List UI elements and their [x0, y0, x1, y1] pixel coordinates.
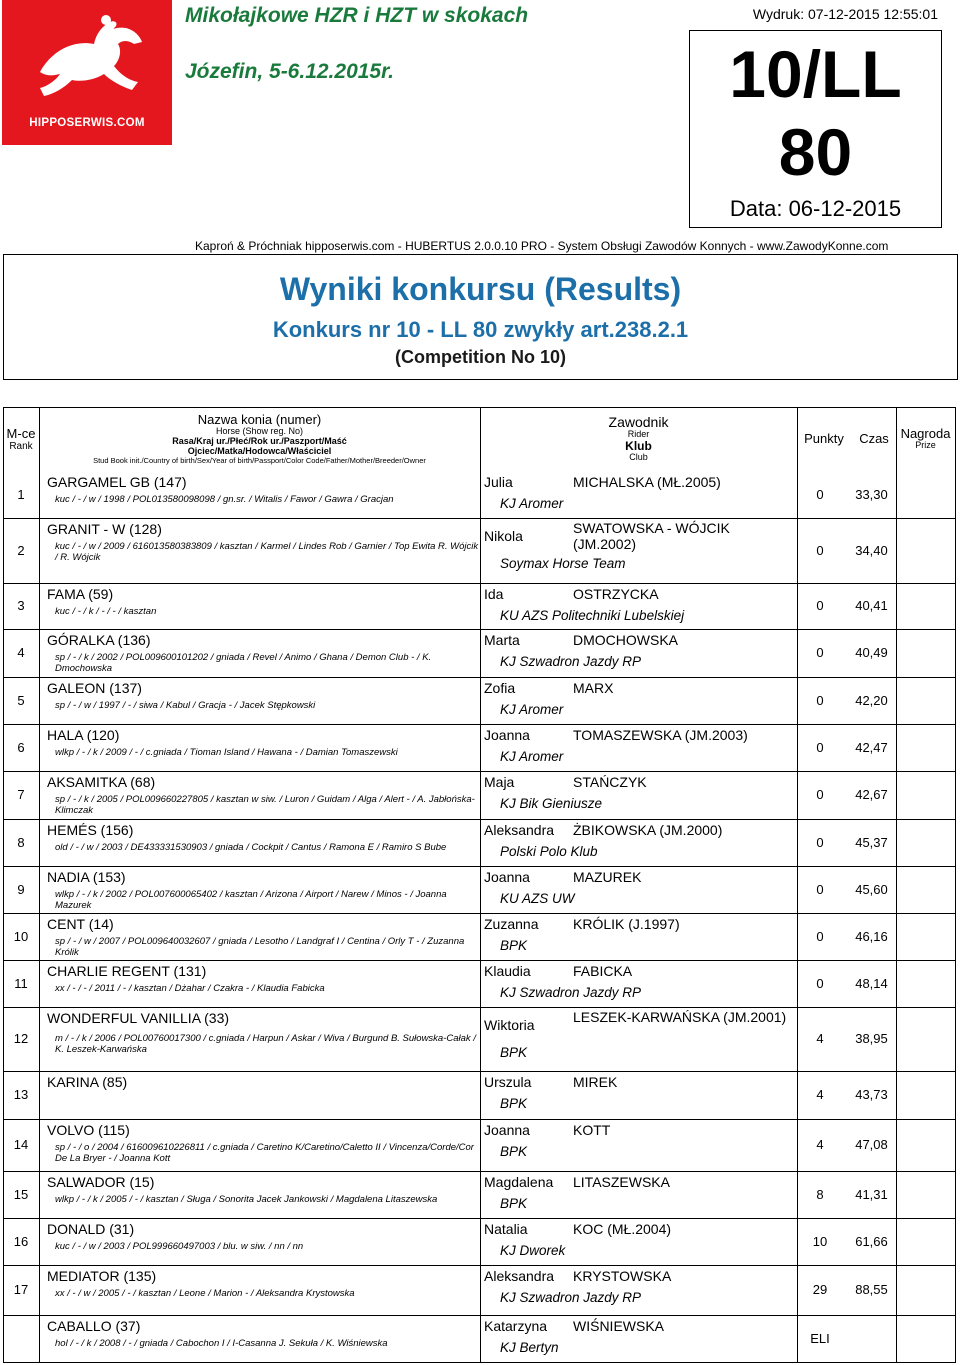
points-cell: ELI: [810, 1331, 830, 1346]
rider-last-name: STAŃCZYK: [573, 774, 647, 790]
competition-code: 10/LL: [729, 37, 902, 111]
table-row: [3, 518, 956, 583]
rider-first-name: Katarzyna: [484, 1318, 548, 1334]
points-cell: 0: [816, 787, 824, 802]
horse-name: DONALD (31): [47, 1221, 135, 1237]
club-name: Polski Polo Klub: [500, 844, 598, 859]
points-cell: 4: [816, 1031, 824, 1046]
rider-first-name: Ida: [484, 586, 504, 602]
rider-last-name: MICHALSKA (MŁ.2005): [573, 474, 721, 490]
rider-first-name: Joanna: [484, 1122, 530, 1138]
rider-first-name: Joanna: [484, 869, 530, 885]
competition-date: Data: 06-12-2015: [729, 196, 902, 221]
rank-cell: 3: [17, 598, 25, 613]
rider-last-name: ŻBIKOWSKA (JM.2000): [573, 822, 723, 838]
row-divider: [3, 677, 956, 678]
row-divider: [3, 771, 956, 772]
horse-name: NADIA (153): [47, 869, 126, 885]
table-row: [3, 1119, 956, 1171]
table-row: [3, 1218, 956, 1265]
row-divider: [3, 583, 956, 584]
club-name: KU AZS Politechniki Lubelskiej: [500, 608, 685, 623]
horse-details: wlkp / - / k / 2002 / POL007600065402 / kasztan / Arizona / Airport / Narew / Minos - / Joanna Mazurek: [55, 889, 447, 911]
horse-details: kuc / - / w / 2003 / POL999660497003 / blu. w siw. / nn / nn: [55, 1241, 304, 1252]
points-cell: 0: [816, 542, 824, 558]
club-name: KU AZS UW: [500, 891, 575, 906]
rider-first-name: Marta: [484, 632, 520, 648]
horse-name: VOLVO (115): [47, 1122, 130, 1138]
time-cell: 38,95: [855, 1031, 888, 1046]
rider-first-name: Magdalena: [484, 1174, 554, 1190]
rider-last-name: KRÓLIK (J.1997): [573, 916, 680, 932]
table-row: [3, 1007, 956, 1071]
rank-cell: 13: [13, 1087, 29, 1102]
time-cell: 43,73: [855, 1087, 888, 1102]
club-name: BPK: [500, 1096, 528, 1111]
club-name: KJ Aromer: [500, 496, 564, 511]
horse-details: hol / - / k / 2008 / - / gniada / Cabochon I / I-Casanna J. Sekuła / K. Wiśniewska: [55, 1338, 388, 1349]
horse-name: HALA (120): [47, 727, 120, 743]
rider-first-name: Urszula: [484, 1074, 532, 1090]
rider-header: Zawodnik Rider Klub Club: [608, 414, 669, 463]
club-name: BPK: [500, 938, 528, 953]
rank-cell: 10: [13, 928, 29, 944]
table-row: [3, 866, 956, 913]
club-name: KJ Szwadron Jazdy RP: [500, 1290, 642, 1305]
club-name: BPK: [500, 1045, 528, 1060]
table-row: [3, 1315, 956, 1363]
rider-last-name: TOMASZEWSKA (JM.2003): [573, 727, 748, 743]
club-name: Soymax Horse Team: [500, 556, 626, 571]
rank-header: M-ce Rank: [6, 426, 36, 453]
event-title: Mikołajkowe HZR i HZT w skokach: [185, 4, 529, 27]
horse-name: GRANIT - W (128): [47, 521, 162, 537]
row-divider: [3, 1315, 956, 1316]
horse-details: sp / - / w / 1997 / - / siwa / Kabul / Gracja - / Jacek Stępkowski: [55, 700, 316, 711]
points-cell: 8: [816, 1186, 824, 1202]
row-divider: [3, 819, 956, 820]
club-name: KJ Szwadron Jazdy RP: [500, 654, 642, 669]
rider-first-name: Maja: [484, 774, 515, 790]
horse-details: old / - / w / 2003 / DE433331530903 / gniada / Cockpit / Cantus / Ramona E / Ramiro S Bube: [55, 842, 447, 853]
rider-first-name: Nikola: [484, 528, 523, 544]
horse-header: Nazwa konia (numer) Horse (Show reg. No) Rasa/Kraj ur./Płeć/Rok ur./Paszport/Maść Ojciec/Matka/Hodowca/Właściciel Stud Book init./Country of birth/Sex/Year of birth/Passport/Color Code/Father/Mother/Breeder/Owner: [93, 412, 426, 465]
rank-cell: 16: [13, 1233, 29, 1249]
row-divider: [3, 1119, 956, 1120]
row-divider: [3, 1171, 956, 1172]
time-cell: 42,47: [855, 739, 888, 755]
rider-last-name: KRYSTOWSKA: [573, 1268, 672, 1284]
points-cell: 4: [816, 1087, 824, 1102]
results-table: [3, 407, 956, 1363]
rider-last-name: KOC (MŁ.2004): [573, 1221, 672, 1237]
show-jumping-horse-icon: [22, 10, 152, 110]
rank-cell: 7: [17, 787, 25, 802]
row-divider: [3, 960, 956, 961]
table-row: [3, 724, 956, 771]
horse-details: kuc / - / w / 1998 / POL013580098098 / gn.sr. / Witalis / Fawor / Gawra / Gracjan: [55, 494, 394, 505]
rider-first-name: Klaudia: [484, 963, 531, 979]
table-row: [3, 1265, 956, 1315]
horse-details: sp / - / k / 2002 / POL009600101202 / gniada / Revel / Animo / Ghana / Demon Club - / K. Dmochowska: [55, 652, 432, 674]
points-cell: 10: [812, 1233, 828, 1249]
club-name: KJ Aromer: [500, 702, 564, 717]
horse-name: MEDIATOR (135): [47, 1268, 157, 1284]
rider-last-name: LESZEK-KARWAŃSKA (JM.2001): [573, 1009, 787, 1025]
results-title: Wyniki konkursu (Results): [279, 271, 682, 307]
rider-first-name: Julia: [484, 474, 513, 490]
row-divider: [3, 629, 956, 630]
event-place: Józefin, 5-6.12.2015r.: [185, 60, 394, 83]
rider-last-name: MARX: [573, 680, 614, 696]
competition-height: 80: [778, 115, 853, 189]
time-cell: 40,49: [855, 645, 888, 660]
club-name: KJ Szwadron Jazdy RP: [500, 985, 642, 1000]
horse-details: sp / - / w / 2007 / POL009640032607 / gniada / Lesotho / Landgraf I / Centina / Orly T - / Zuzanna Królik: [55, 936, 465, 958]
rank-cell: 12: [13, 1031, 29, 1046]
time-cell: 47,08: [855, 1137, 888, 1152]
rank-cell: 15: [13, 1186, 29, 1202]
table-row: [3, 629, 956, 677]
table-row: [3, 819, 956, 866]
points-cell: 0: [816, 486, 824, 502]
time-cell: 48,14: [855, 975, 888, 991]
logo-text: HIPPOSERWIS.COM: [29, 117, 145, 129]
time-cell: 33,30: [855, 486, 888, 502]
horse-name: CHARLIE REGENT (131): [47, 963, 207, 979]
rider-first-name: Zuzanna: [484, 916, 539, 932]
competition-box: [689, 30, 942, 228]
row-divider: [3, 1007, 956, 1008]
rider-last-name: FABICKA: [573, 963, 633, 979]
horse-name: WONDERFUL VANILLIA (33): [47, 1010, 230, 1026]
horse-details: sp / - / k / 2005 / POL009660227805 / kasztan w siw. / Luron / Guidam / Alga / Alert - / A. Jabłońska-Klimczak: [55, 794, 475, 816]
rider-first-name: Aleksandra: [484, 822, 555, 838]
points-cell: 29: [812, 1282, 828, 1297]
row-divider: [3, 1071, 956, 1072]
table-row: [3, 1171, 956, 1218]
horse-name: GALEON (137): [47, 680, 142, 696]
points-cell: 4: [816, 1137, 824, 1152]
competition-number: (Competition No 10): [395, 347, 566, 367]
row-divider: [3, 724, 956, 725]
club-name: KJ Bik Gieniusze: [500, 796, 603, 811]
points-header: Punkty: [804, 431, 844, 446]
club-name: BPK: [500, 1196, 528, 1211]
rider-last-name: SWATOWSKA - WÓJCIK (JM.2002): [573, 520, 730, 552]
time-cell: 46,16: [855, 928, 888, 944]
horse-details: sp / - / o / 2004 / 616009610226811 / c.gniada / Caretino K/Caretino/Caletto II / Vincenza/Corde/Cor De La Bryer - / Joanna Kott: [55, 1142, 474, 1164]
points-cell: 0: [816, 692, 824, 708]
rider-last-name: MIREK: [573, 1074, 618, 1090]
horse-details: kuc / - / w / 2009 / 616013580383809 / kasztan / Karmel / Lindes Rob / Garnier / Top Ewita R. Wójcik / R. Wójcik: [55, 541, 479, 563]
table-row: [3, 677, 956, 724]
rank-cell: 5: [17, 692, 25, 708]
rider-last-name: MAZUREK: [573, 869, 642, 885]
rider-last-name: OSTRZYCKA: [573, 586, 659, 602]
prize-header: Nagroda Prize: [900, 426, 951, 451]
club-name: BPK: [500, 1144, 528, 1159]
hipposerwis-logo: [2, 0, 172, 145]
points-cell: 0: [816, 881, 824, 897]
table-row: [3, 471, 956, 518]
rank-cell: 2: [17, 542, 25, 558]
table-row: [3, 771, 956, 819]
results-title-box: [3, 254, 958, 380]
time-cell: 45,60: [855, 881, 888, 897]
software-credit: Kaproń & Próchniak hipposerwis.com - HUBERTUS 2.0.0.10 PRO - System Obsługi Zawodów Konnych - www.ZawodyKonne.com: [195, 239, 889, 253]
horse-name: FAMA (59): [47, 586, 114, 602]
rider-first-name: Aleksandra: [484, 1268, 555, 1284]
horse-name: GARGAMEL GB (147): [47, 474, 187, 490]
club-name: KJ Bertyn: [500, 1340, 559, 1355]
rank-cell: 4: [17, 645, 25, 660]
time-cell: 40,41: [855, 598, 888, 613]
row-divider: [3, 866, 956, 867]
row-divider: [3, 913, 956, 914]
row-divider: [3, 1265, 956, 1266]
points-cell: 0: [816, 598, 824, 613]
results-subtitle: Konkurs nr 10 - LL 80 zwykły art.238.2.1: [272, 317, 689, 342]
rank-cell: 9: [17, 881, 25, 897]
rider-last-name: WIŚNIEWSKA: [573, 1318, 665, 1334]
row-divider: [3, 1218, 956, 1219]
points-cell: 0: [816, 645, 824, 660]
horse-name: CABALLO (37): [47, 1318, 141, 1334]
time-cell: 42,20: [855, 692, 888, 708]
time-header: Czas: [859, 431, 889, 446]
horse-name: SALWADOR (15): [47, 1174, 155, 1190]
club-name: KJ Aromer: [500, 749, 564, 764]
horse-name: KARINA (85): [47, 1074, 128, 1090]
rider-first-name: Wiktoria: [484, 1017, 535, 1033]
rider-last-name: LITASZEWSKA: [573, 1174, 670, 1190]
horse-name: GÓRALKA (136): [47, 632, 151, 648]
horse-name: AKSAMITKA (68): [47, 774, 156, 790]
points-cell: 0: [816, 928, 824, 944]
rider-first-name: Joanna: [484, 727, 530, 743]
rank-cell: 14: [13, 1137, 29, 1152]
rider-first-name: Zofia: [484, 680, 516, 696]
points-cell: 0: [816, 834, 824, 850]
time-cell: 45,37: [855, 834, 888, 850]
horse-details: wlkp / - / k / 2005 / - / kasztan / Sługa / Sonorita Jacek Jankowski / Magdalena Litaszewska: [55, 1194, 438, 1205]
points-cell: 0: [816, 739, 824, 755]
horse-details: wlkp / - / k / 2009 / - / c.gniada / Tioman Island / Hawana - / Damian Tomaszewski: [55, 747, 398, 758]
points-cell: 0: [816, 975, 824, 991]
time-cell: 41,31: [855, 1186, 888, 1202]
table-row: [3, 960, 956, 1007]
table-row: [3, 583, 956, 629]
rider-last-name: KOTT: [573, 1122, 611, 1138]
table-row: [3, 1071, 956, 1119]
horse-name: HEMÉS (156): [47, 822, 134, 838]
rank-cell: 8: [17, 834, 25, 850]
horse-details: xx / - / w / 2005 / - / kasztan / Leone / Marion - / Aleksandra Krystowska: [55, 1288, 355, 1299]
time-cell: 61,66: [855, 1233, 888, 1249]
rank-cell: 17: [13, 1282, 29, 1297]
print-timestamp: Wydruk: 07-12-2015 12:55:01: [752, 6, 938, 22]
rider-first-name: Natalia: [484, 1221, 528, 1237]
row-divider: [3, 518, 956, 519]
horse-details: xx / - / - / 2011 / - / kasztan / Dżahar / Czakra - / Klaudia Fabicka: [55, 983, 325, 994]
club-name: KJ Dworek: [500, 1243, 566, 1258]
horse-details: m / - / k / 2006 / POL00760017300 / c.gniada / Harpun / Askar / Wiva / Burgund B. Sułowska-Całak / K. Leszek-Karwańska: [55, 1033, 476, 1055]
horse-name: CENT (14): [47, 916, 114, 932]
horse-details: kuc / - / k / - / - / kasztan: [55, 606, 157, 617]
time-cell: 88,55: [855, 1282, 888, 1297]
rank-cell: 1: [17, 486, 25, 502]
rank-cell: 11: [14, 975, 28, 991]
table-row: [3, 913, 956, 960]
rank-cell: 6: [17, 739, 25, 755]
time-cell: 34,40: [855, 542, 888, 558]
rider-last-name: DMOCHOWSKA: [573, 632, 678, 648]
time-cell: 42,67: [855, 787, 888, 802]
